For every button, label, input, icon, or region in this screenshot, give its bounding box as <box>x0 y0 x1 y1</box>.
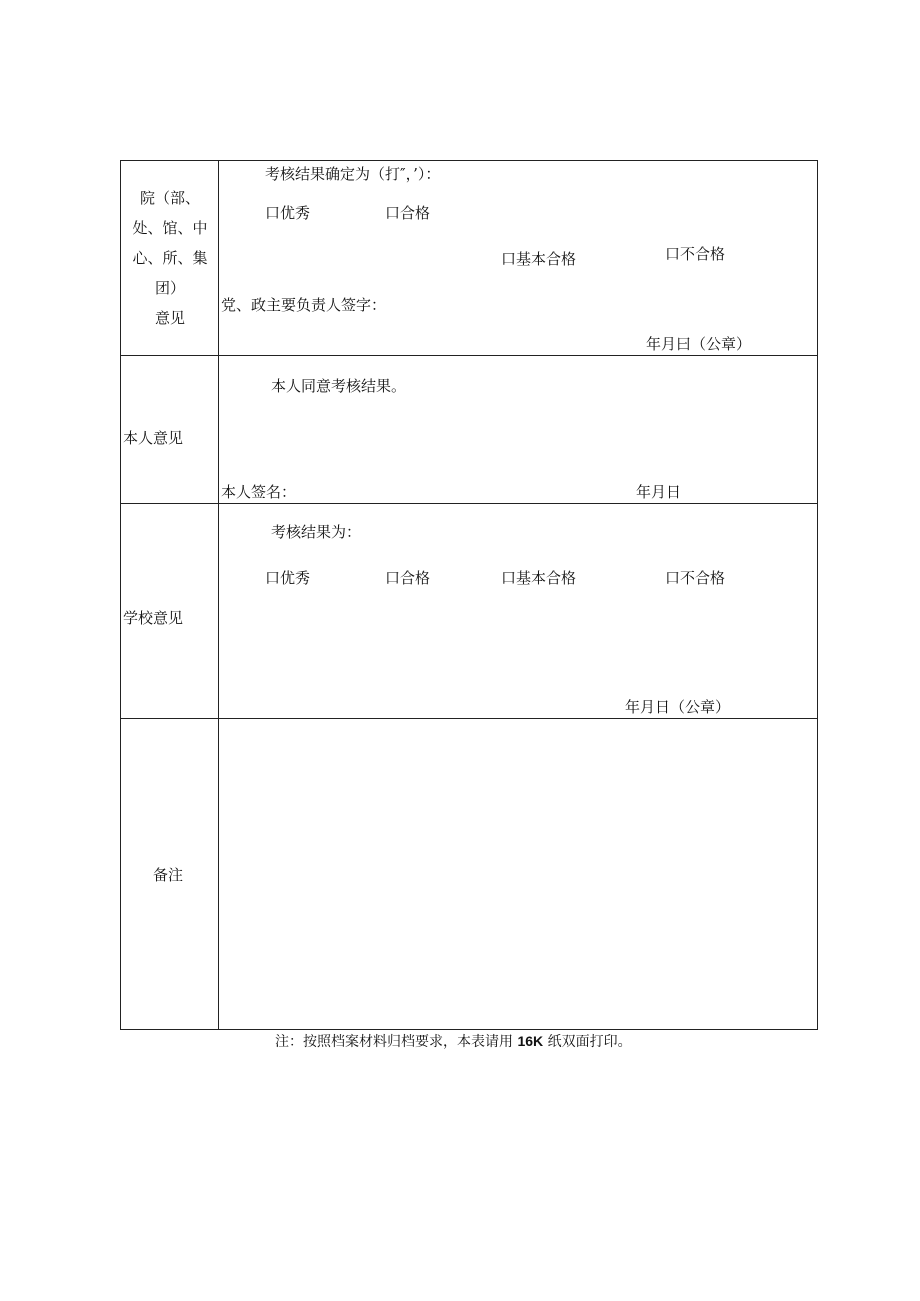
checkbox-fail[interactable]: 口不合格 <box>665 245 726 263</box>
agreement-statement: 本人同意考核结果。 <box>271 377 407 395</box>
checkbox-basic-pass[interactable]: 口基本合格 <box>501 569 577 587</box>
date-seal: 年月曰（公章） <box>646 335 752 353</box>
personal-opinion-label: 本人意见 <box>123 429 184 447</box>
remarks-label: 备注 <box>153 866 184 884</box>
school-result-heading: 考核结果为： <box>271 523 362 541</box>
school-date-seal: 年月日（公章） <box>625 698 731 716</box>
checkbox-fail[interactable]: 口不合格 <box>665 569 726 587</box>
personal-signature-label: 本人签名： <box>221 483 297 501</box>
checkbox-excellent[interactable]: 口优秀 <box>265 204 311 222</box>
label-line: 院（部、 <box>139 189 200 207</box>
paper-size: 16K <box>517 1033 544 1049</box>
label-line: 心、所、集 <box>132 249 208 267</box>
row-divider-1 <box>121 355 817 356</box>
footer-note <box>275 1031 632 1051</box>
note-text: 纸双面打印。 <box>543 1034 632 1050</box>
result-heading: 考核结果确定为（打″，’）： <box>265 165 441 183</box>
label-line: 处、馆、中 <box>132 219 208 237</box>
checkbox-basic-pass[interactable]: 口基本合格 <box>501 250 577 268</box>
remarks-field[interactable] <box>219 719 817 1029</box>
label-line: 团） <box>154 279 185 297</box>
note-text: 注：按照档案材料归档要求，本表请用 <box>275 1034 518 1050</box>
checkbox-pass[interactable]: 口合格 <box>385 569 431 587</box>
checkbox-pass[interactable]: 口合格 <box>385 204 431 222</box>
assessment-form-table <box>120 160 818 1030</box>
personal-date: 年月日 <box>636 483 682 501</box>
dept-opinion-label <box>125 183 215 333</box>
row-divider-2 <box>121 503 817 504</box>
label-line: 意见 <box>154 309 185 327</box>
leader-signature-label: 党、政主要负责人签字： <box>221 296 387 314</box>
checkbox-excellent[interactable]: 口优秀 <box>265 569 311 587</box>
school-opinion-label: 学校意见 <box>123 609 184 627</box>
